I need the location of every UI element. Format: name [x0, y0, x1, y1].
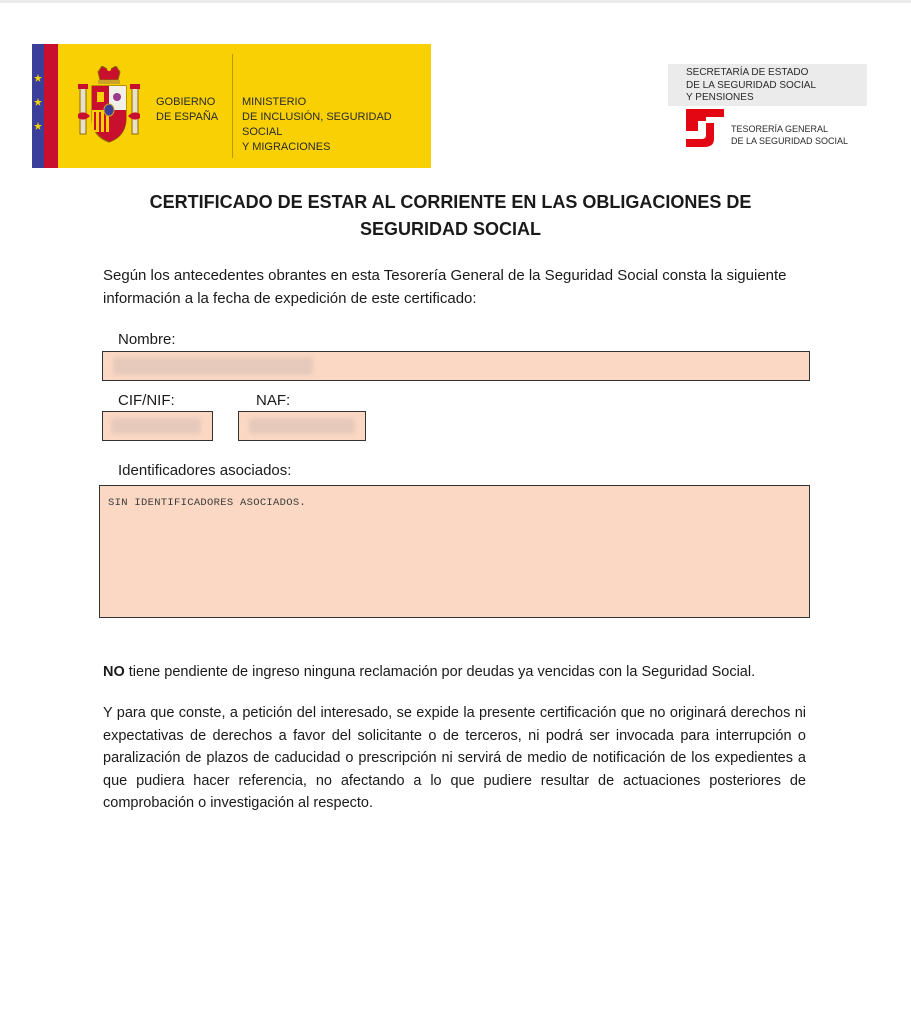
redacted-cif — [111, 418, 201, 434]
identificadores-field — [99, 485, 810, 618]
redacted-nombre — [113, 357, 313, 375]
flag-stripe — [44, 44, 58, 168]
no-deudas-statement — [103, 661, 755, 683]
redacted-naf — [249, 418, 355, 434]
secretaria-text: SECRETARÍA DE ESTADO DE LA SEGURIDAD SOCIAL Y PENSIONES — [686, 67, 817, 103]
cif-label: CIF/NIF: — [118, 392, 175, 409]
tesoreria-text: TESORERÍA GENERAL DE LA SEGURIDAD SOCIAL — [731, 124, 849, 146]
naf-field — [238, 411, 366, 441]
coat-of-arms-icon — [76, 66, 142, 148]
naf-label: NAF: — [256, 392, 291, 409]
logo-divider — [232, 54, 233, 158]
tgss-logo-icon — [684, 109, 726, 147]
nombre-field — [102, 351, 810, 381]
gobierno-espana-text: GOBIERNO DE ESPAÑA — [156, 96, 219, 123]
secretaria-box — [668, 64, 867, 106]
ministerio-text: MINISTERIO DE INCLUSIÓN, SEGURIDAD SOCIAL Y MIGRACIONES — [242, 96, 392, 153]
nombre-label: Nombre: — [118, 331, 176, 348]
title-line-2: SEGURIDAD SOCIAL — [359, 219, 541, 239]
body-paragraph: Y para que conste, a petición del interesado, se expide la presente certificación que no originará derechos ni expectativas de derechos a favor del solicitante o de terceros, ni podrá ser invocada para interrupción o paralización de plazos de caducidad o prescripción ni servirá de medio de notificación de los expedientes a que pudiera hacer referencia, no afectando a lo que pudiere resultar de actuaciones posteriores de comprobación o investigación al respecto. — [103, 705, 806, 811]
gobierno-espana-logo — [32, 44, 431, 168]
identificadores-value: SIN IDENTIFICADORES ASOCIADOS. — [108, 497, 307, 509]
eu-stars-icon — [32, 44, 44, 168]
title-line-1: CERTIFICADO DE ESTAR AL CORRIENTE EN LAS OBLIGACIONES DE — [149, 192, 752, 212]
top-border — [0, 0, 911, 3]
no-bold: NO — [103, 664, 125, 680]
intro-paragraph: Según los antecedentes obrantes en esta Tesorería General de la Seguridad Social consta la siguiente información a la fecha de expedición de este certificado: — [103, 267, 787, 307]
identificadores-label: Identificadores asociados: — [118, 462, 292, 479]
document-title — [90, 189, 811, 243]
cif-field — [102, 411, 213, 441]
no-rest: tiene pendiente de ingreso ninguna reclamación por deudas ya vencidas con la Seguridad Social. — [124, 664, 756, 680]
